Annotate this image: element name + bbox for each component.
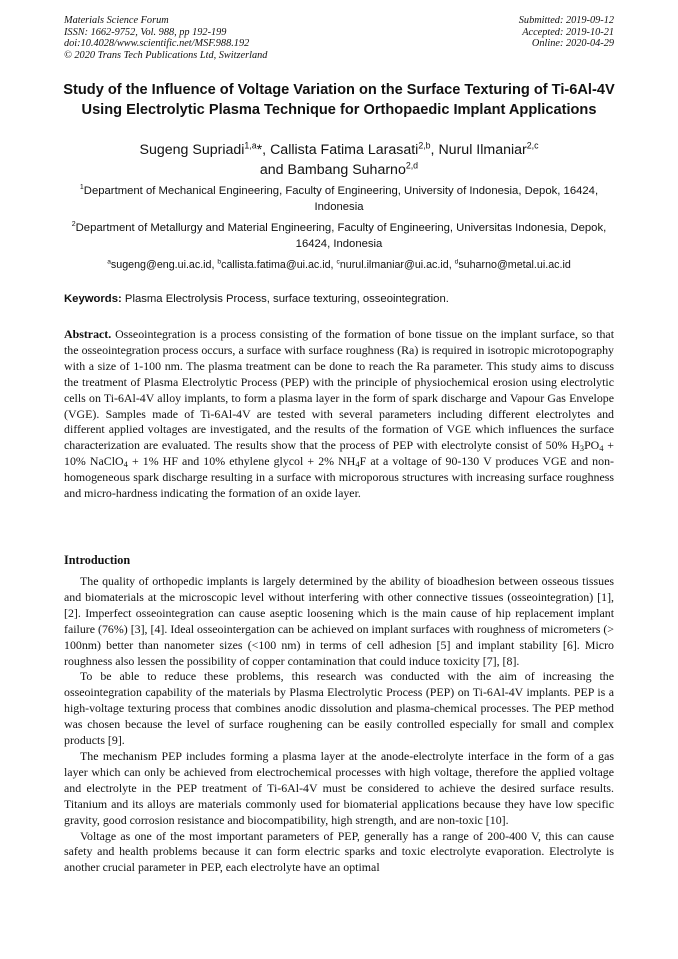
author-line-2 [60, 161, 618, 181]
keywords-text: Plasma Electrolysis Process, surface texturing, osseointegration. [121, 293, 449, 305]
affiliation-text: Department of Mechanical Engineering, Faculty of Engineering, University of Indonesia, Depok, 16424, Indonesia [83, 185, 599, 213]
affiliation-text: Department of Metallurgy and Material Engineering, Faculty of Engineering, Universitas Indonesia, Depok, 16424, Indonesia [75, 222, 607, 250]
email-list [60, 258, 618, 272]
issn-volume-pages: ISSN: 1662-9752, Vol. 988, pp 192-199 [64, 26, 227, 38]
affiliation-1 [64, 184, 614, 215]
chem-subscript: 3 [579, 443, 585, 454]
abstract-label: Abstract. [64, 327, 112, 341]
author-name: Nurul Ilmaniar [438, 142, 527, 158]
publication-dates [519, 15, 614, 50]
chem-subscript: 4 [355, 459, 360, 470]
keywords-label: Keywords: [64, 293, 122, 305]
email-address[interactable]: sugeng@eng.ui.ac.id, [110, 259, 218, 271]
abstract-text: F at a voltage of 90-130 V produces VGE and non- homogeneous spark discharge resulting in a surface with microporous structures with increasing surface roughness and micro-hardness indicating the formation of an oxide layer. [64, 454, 614, 501]
abstract-text: Osseointegration is a process consisting of the formation of bone tissue on the implant surface, so that the osseointegration process occurs, a surface with surface roughness (Ra) is required in isotropic microtopography with a size of 1-100 nm. The plasma treatment can be done to reach the Ra parameter. This study aims to discuss the treatment of Plasma Electrolytic Process (PEP) with the principle of physiochemical erosion using electrolytic cells on Ti-6Al-4V alloy implants, to form a plasma layer in the form of spark discharge and Vapour Gas Envelope (VGE). Samples made of Ti-6Al-4V are tested with several parameters including different electrolytes and different applied voltages are investigated, and the results of the formation of VGE which influences the surface characterization are evaluated. The results show that the process of PEP with electrolyte consist of 50% H [64, 327, 614, 453]
paragraph: The quality of orthopedic implants is largely determined by the ability of bioadhesion between osseous tissues and biomaterials at the microscopic level without interfering with other connective tissues (osseointegration) [1], [2]. Imperfect osseointegration can cause aseptic loosening which is the main cause of hip replacement implant failure (76%) [3], [4]. Ideal osseointergation can be achieved on implant surfaces with roughness of micrometers (> 100nm) better than nanometer sizes (<100 nm) in terms of cell adhesion [5] and implant stability [6]. Micro roughness also lessen the possibility of copper contamination that could induce toxicity [7], [8]. [64, 574, 614, 668]
email-mark: a [107, 258, 111, 266]
paragraph: The mechanism PEP includes forming a plasma layer at the anode-electrolyte interface in the form of a gas layer which can only be achieved from electrochemical processes with high voltage, therefore the applied voltage and electrolyte in the PEP treatment of Ti-6Al-4V must be considered to achieve the desired surface results. Titanium and its alloys are materials commonly used for biomaterial applications because they have low specific gravity, good corrosion resistance and biocompatibility, high strength, and are non-toxic [10]. [64, 748, 614, 827]
abstract-text: + 1% HF and 10% ethylene glycol + 2% NH [127, 454, 356, 469]
paragraph: To be able to reduce these problems, this research was conducted with the aim of increasing the osseointegration capability of the materials by Plasma Electrolytic Process (PEP) on Ti-6Al-4V implants. PEP is a high-voltage texturing process that combines anodic dissolution and plasma-chemical processes. The PEP method was chosen because the level of surface roughening can be easily controlled especially for small and complex products [9]. [64, 669, 614, 748]
author-affil-mark: 2,d [405, 159, 419, 170]
paper-title: Study of the Influence of Voltage Variation on the Surface Texturing of Ti-6Al-4V Using Electrolytic Plasma Technique for Orthopaedic Implant Applications [63, 82, 615, 118]
author-affil-mark: 1,a [244, 140, 257, 151]
abstract [64, 327, 614, 502]
email-mark: c [336, 258, 340, 266]
affiliation-mark: 2 [71, 221, 76, 229]
affiliation-2 [64, 221, 614, 252]
author-name: and Bambang Suharno [259, 161, 406, 178]
author-list [60, 141, 618, 180]
keywords [64, 292, 614, 307]
abstract-text: + 10% NaClO [64, 438, 614, 469]
journal-info [64, 15, 267, 61]
email-address[interactable]: callista.fatima@ui.ac.id, [221, 259, 337, 271]
doi: doi:10.4028/www.scientific.net/MSF.988.192 [64, 38, 250, 50]
author-separator: *, [256, 142, 271, 158]
submitted-date: Submitted: 2019-09-12 [518, 15, 614, 26]
email-address[interactable]: nurul.ilmaniar@ui.ac.id, [339, 259, 455, 271]
copyright: © 2020 Trans Tech Publications Ltd, Switzerland [64, 49, 268, 61]
abstract-text: PO [584, 438, 600, 453]
journal-name: Materials Science Forum [64, 15, 169, 26]
author-affil-mark: 2,c [526, 140, 539, 151]
email-address[interactable]: suharno@metal.ui.ac.id [458, 259, 571, 271]
email-mark: b [217, 258, 222, 266]
chem-subscript: 4 [123, 459, 128, 470]
author-line-1 [60, 141, 618, 161]
accepted-date: Accepted: 2019-10-21 [522, 26, 614, 38]
introduction-body [64, 574, 614, 876]
author-affil-mark: 2,b [418, 140, 431, 151]
chem-subscript: 4 [599, 443, 604, 454]
email-mark: d [454, 258, 459, 266]
section-heading-introduction: Introduction [64, 553, 131, 567]
paragraph: Voltage as one of the most important parameters of PEP, generally has a range of 200-400 V, this can cause safety and health problems because it can form electric sparks and toxic electrolyte evaporation. Electrolyte is another crucial parameter in PEP, each electrolyte have an optimal [64, 828, 614, 875]
author-name: Callista Fatima Larasati [270, 142, 419, 158]
online-date: Online: 2020-04-29 [531, 38, 614, 50]
affiliation-mark: 1 [79, 184, 84, 192]
author-separator: , [430, 142, 439, 158]
author-name: Sugeng Supriadi [139, 142, 245, 158]
